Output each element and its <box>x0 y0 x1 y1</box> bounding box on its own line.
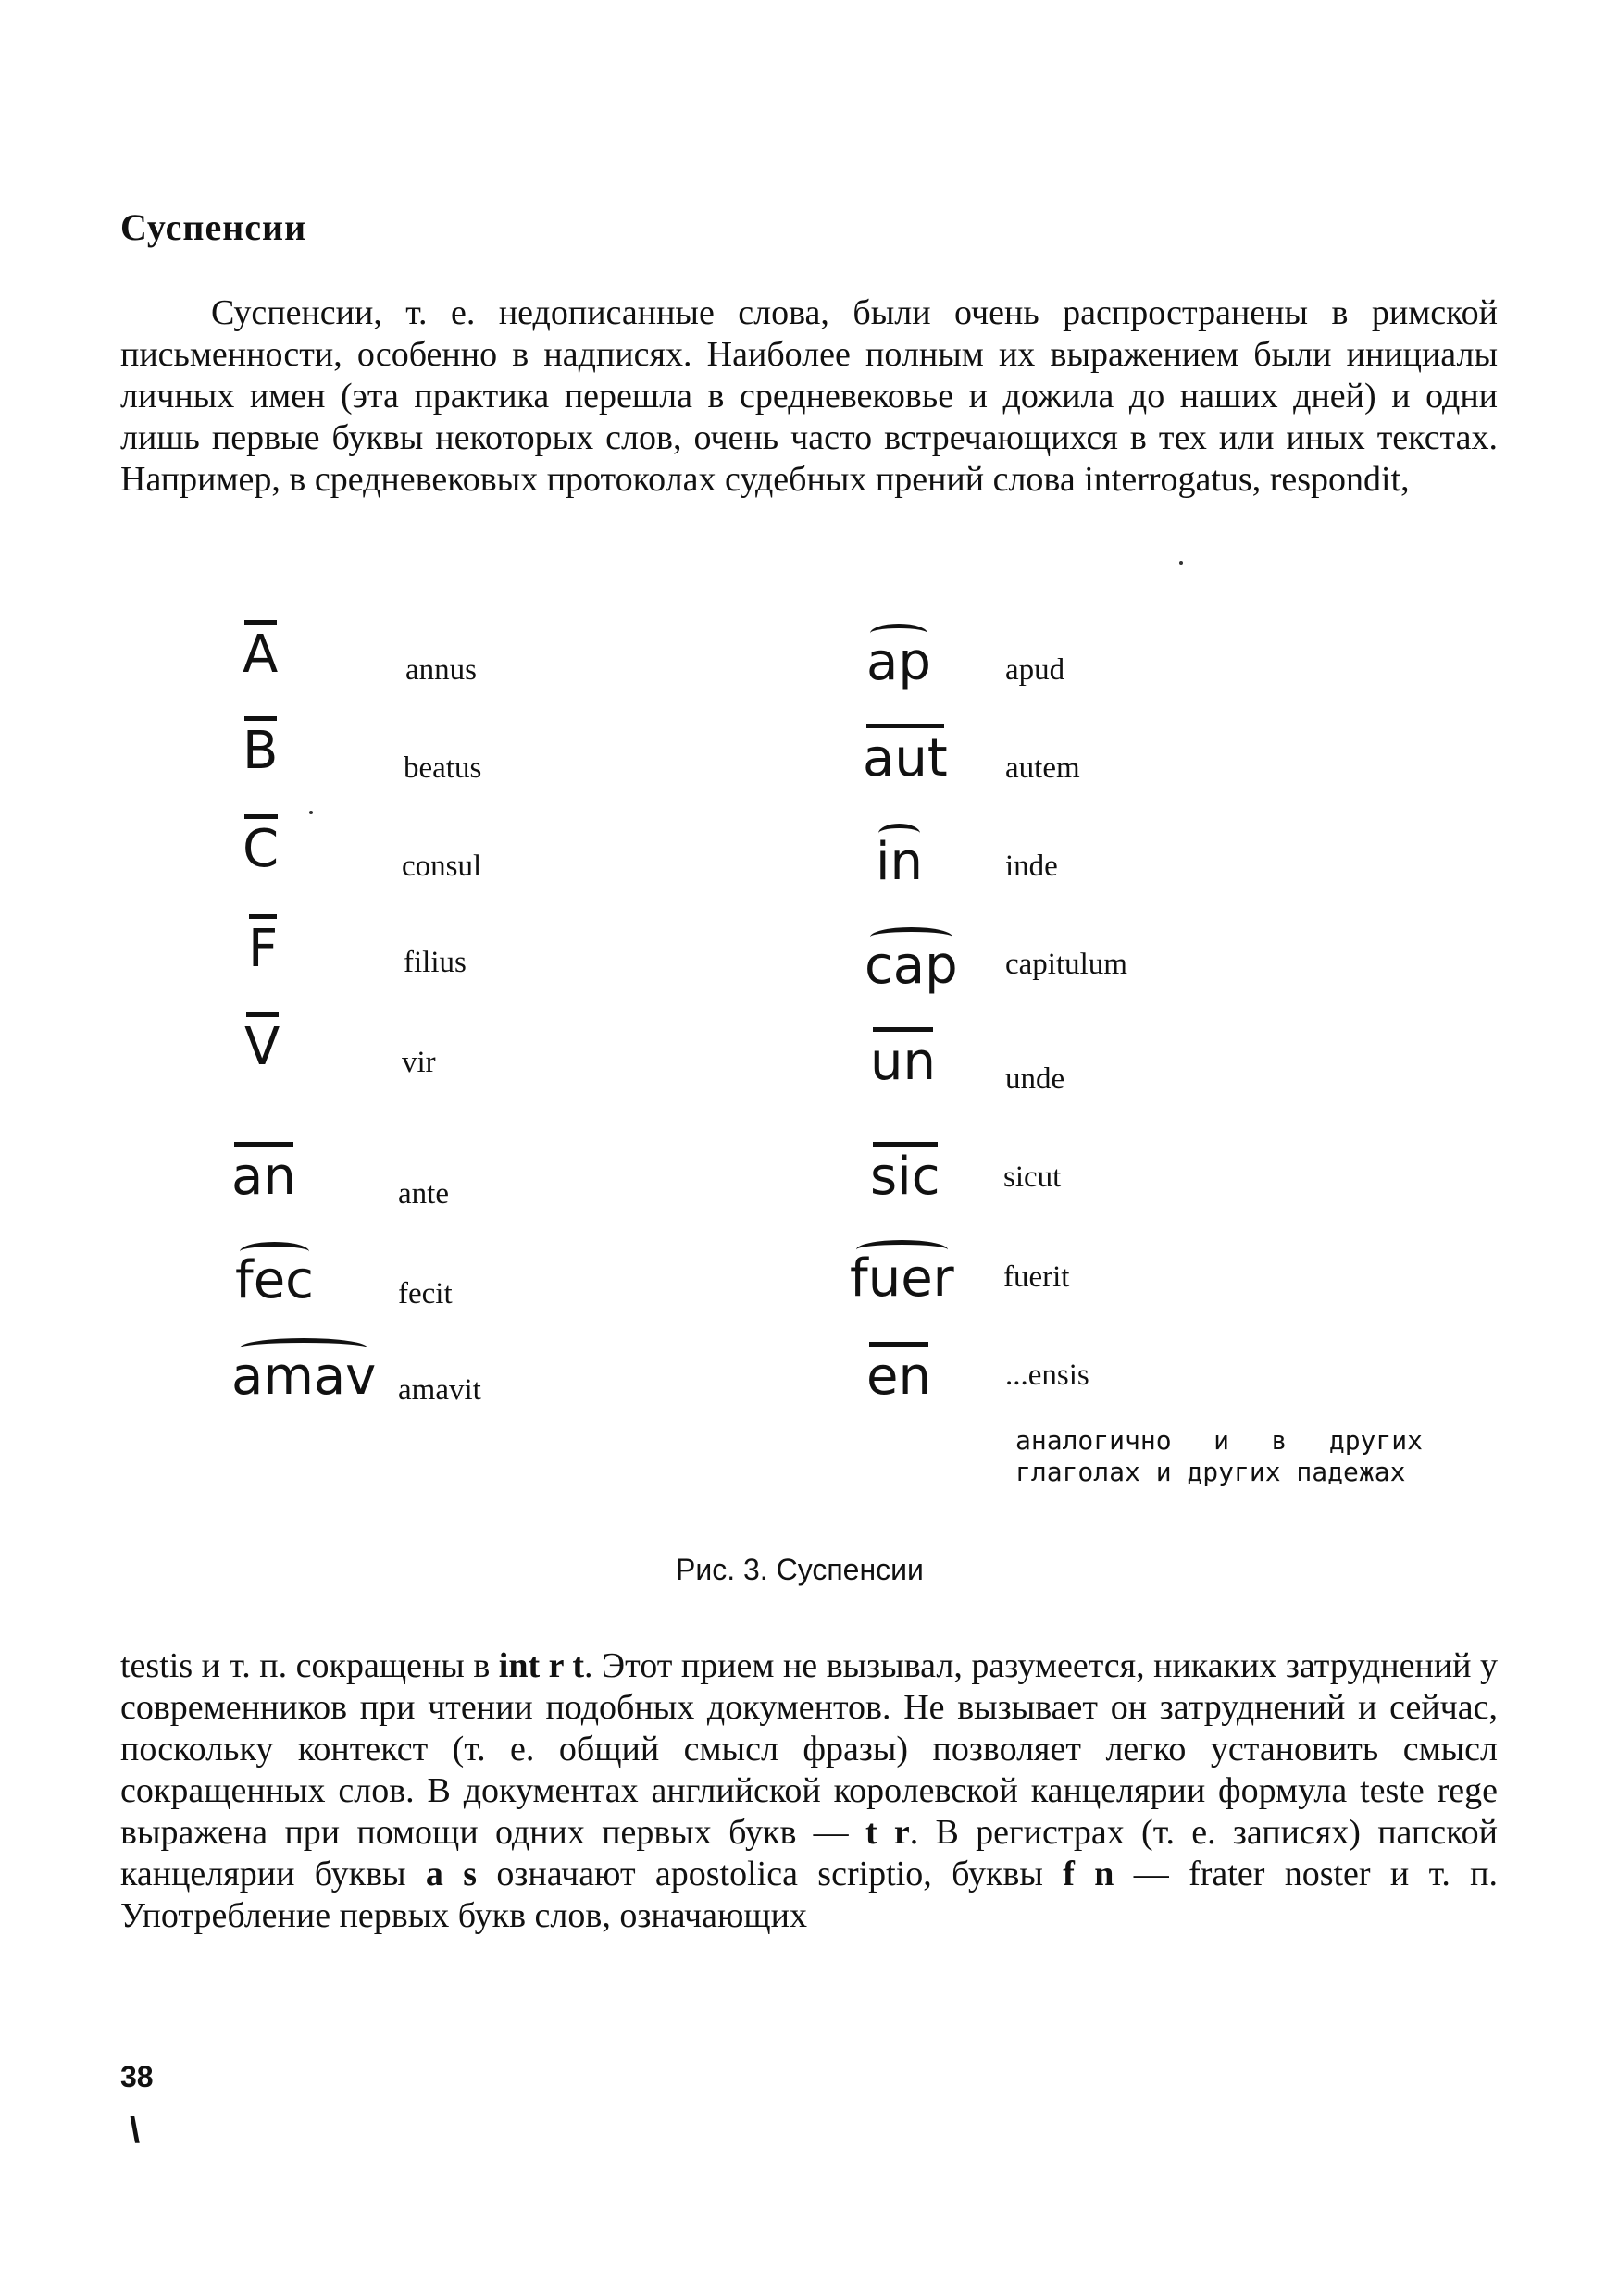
bold-abbr: f n <box>1063 1855 1114 1893</box>
abbr-word: consul <box>402 850 482 883</box>
abbr-glyph: B <box>243 716 278 777</box>
abbr-glyph: C <box>243 814 279 875</box>
paragraph-1: Суспенсии, т. е. недописанные слова, были очень распространены в римской письменности, особенно в надписях. Наиболее полным их выражением были инициалы личных имен (эта практика перешла в средневековье и дожила до наших дней) и одни лишь первые буквы некоторых слов, очень часто встречающихся в тех или иных текстах. Например, в средневековых протоколах судебных прений слова interrogatus, respondit, <box>120 293 1498 499</box>
abbr-glyph: amav <box>231 1338 376 1403</box>
abbr-word: inde <box>1005 850 1058 883</box>
abbr-glyph: V <box>244 1012 280 1074</box>
abbr-word: ante <box>398 1177 449 1210</box>
abbr-glyph: cap <box>865 927 958 992</box>
abbr-word: autem <box>1005 751 1080 785</box>
abbr-glyph: aut <box>863 724 948 785</box>
bold-abbr: t r <box>865 1813 910 1852</box>
abbr-word: beatus <box>404 751 482 785</box>
abbr-glyph: un <box>870 1027 936 1088</box>
figure-caption: Рис. 3. Суспенсии <box>676 1553 924 1586</box>
figure-note: аналогично и в других глаголах и других падежах <box>1015 1425 1423 1487</box>
abbr-glyph: F <box>248 914 278 975</box>
abbr-word: fecit <box>398 1277 453 1310</box>
abbr-glyph: A <box>243 620 278 681</box>
abbr-glyph: en <box>866 1342 931 1403</box>
margin-mark: \ <box>130 2110 141 2151</box>
abbr-word: capitulum <box>1005 948 1127 981</box>
abbr-glyph: fec <box>235 1242 314 1307</box>
paragraph-2: testis и т. п. сокращены в int r t. Этот прием не вызывал, разумеется, никаких затруднений у современников при чтении подобных документов. Не вызывает он затруднений и сейчас, поскольку контекст (т. е. общий смысл фразы) позволяет легко установить смысл сокращенных слов. В документах английской королевской канцелярии формула teste rege выражена при помощи одних первых букв — t r. В регистрах (т. е. записях) папской канцелярии буквы a s означают apostolica scriptio, буквы f n — frater noster и т. п. Употребление первых букв слов, означающих <box>120 1646 1499 1935</box>
abbr-word: apud <box>1005 653 1065 687</box>
abbr-glyph: in <box>876 824 923 888</box>
abbr-word: fuerit <box>1003 1260 1070 1294</box>
abbr-word: ...ensis <box>1005 1359 1089 1392</box>
abbr-word: unde <box>1005 1062 1065 1096</box>
abbr-word: amavit <box>398 1373 481 1407</box>
abbr-glyph: sic <box>870 1142 940 1203</box>
abbr-word: annus <box>405 653 477 687</box>
abbr-word: filius <box>404 946 467 979</box>
abbr-glyph: ap <box>866 624 931 689</box>
print-speck <box>309 811 313 814</box>
section-heading: Суспенсии <box>120 206 307 248</box>
print-speck <box>1179 561 1183 565</box>
abbr-glyph: fuer <box>850 1240 954 1305</box>
bold-abbr: a s <box>425 1855 478 1893</box>
bold-abbr: int r t <box>498 1646 585 1685</box>
abbr-glyph: an <box>231 1142 296 1203</box>
page-number: 38 <box>120 2060 154 2093</box>
abbr-word: sicut <box>1003 1160 1062 1194</box>
abbr-word: vir <box>402 1046 436 1079</box>
